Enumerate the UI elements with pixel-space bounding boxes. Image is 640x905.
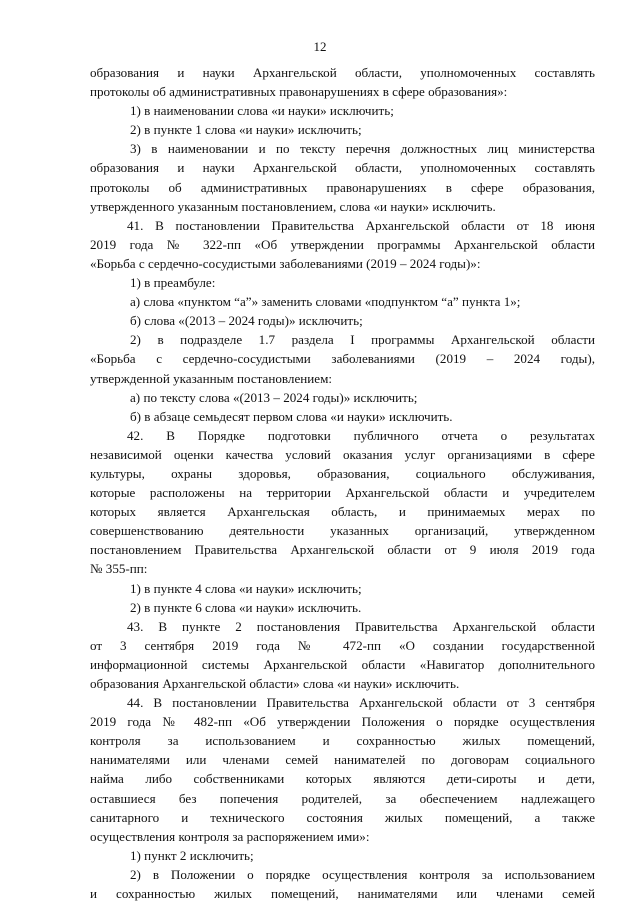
text-line: а) по тексту слова «(2013 – 2024 годы)» исключить; — [130, 389, 418, 405]
text-line: «Борьба с сердечно-сосудистыми заболеваниями (2019 – 2024 годы)»: — [90, 255, 481, 271]
text-line: протоколы об административных правонарушениях в сфере образования»: — [90, 84, 508, 100]
text-line: 1) в преамбуле: — [130, 275, 216, 291]
text-line: утвержденного указанным постановлением, слова «и науки» исключить. — [90, 198, 496, 214]
text-line: 2) в подразделе 1.7 раздела I программы Архангельской области — [130, 332, 595, 348]
text-line: а) слова «пунктом “а”» заменить словами «подпунктом “а” пункта 1»; — [130, 294, 521, 310]
text-line: информационной системы Архангельской области «Навигатор дополнительного — [90, 656, 595, 672]
text-line: 2019 года № 322-пп «Об утверждении программы Архангельской области — [90, 236, 595, 252]
text-line: санитарного и технического состояния жилых помещений, а также — [90, 809, 595, 825]
text-line: 44. В постановлении Правительства Архангельской области от 3 сентября — [127, 695, 595, 711]
text-line: 1) пункт 2 исключить; — [130, 847, 254, 863]
text-line: 41. В постановлении Правительства Архангельской области от 18 июня — [127, 217, 595, 233]
text-line: 1) в наименовании слова «и науки» исключить; — [130, 103, 394, 119]
text-line: образования и науки Архангельской области, уполномоченных составлять — [90, 65, 595, 80]
text-line: образования и науки Архангельской области, уполномоченных составлять — [90, 160, 595, 176]
text-line: и сохранностью жилых помещений, нанимателями или членами семей — [90, 886, 595, 902]
text-line: осуществления контроля за распоряжением ими»: — [90, 828, 370, 844]
text-line: 2) в пункте 1 слова «и науки» исключить; — [130, 122, 362, 138]
text-line: постановлением Правительства Архангельской области от 9 июля 2019 года — [90, 542, 595, 558]
text-line: 2) в Положении о порядке осуществления контроля за использованием — [130, 866, 595, 882]
text-line: которых является Архангельская область, и принимаемых мерах по — [90, 504, 595, 520]
text-line: оставшиеся без попечения родителей, за обеспечением надлежащего — [90, 790, 595, 806]
text-line: которые расположены на территории Архангельской области и учредителем — [90, 485, 595, 501]
text-line: б) в абзаце семьдесят первом слова «и науки» исключить. — [130, 408, 453, 424]
text-line: независимой оценки качества условий оказания услуг организациями в сфере — [90, 446, 595, 462]
text-line: «Борьба с сердечно-сосудистыми заболеваниями (2019 – 2024 годы), — [90, 351, 595, 367]
text-line: 1) в пункте 4 слова «и науки» исключить; — [130, 580, 362, 596]
text-line: культуры, охраны здоровья, образования, социального обслуживания, — [90, 465, 595, 481]
text-line: образования Архангельской области» слова «и науки» исключить. — [90, 676, 460, 691]
text-line: 43. В пункте 2 постановления Правительства Архангельской области — [127, 618, 595, 634]
text-line: найма либо собственниками которых являются дети-сироты и дети, — [90, 771, 595, 787]
text-line: 3) в наименовании и по тексту перечня должностных лиц министерства — [130, 141, 595, 157]
text-line: б) слова «(2013 – 2024 годы)» исключить; — [130, 313, 363, 329]
text-line: 2) в пункте 6 слова «и науки» исключить. — [130, 599, 362, 615]
text-line: совершенствованию деятельности указанных организаций, утвержденном — [90, 523, 595, 539]
text-line: № 355-пп: — [90, 561, 148, 577]
text-line: 2019 года № 482-пп «Об утверждении Положения о порядке осуществления — [90, 714, 595, 730]
page-number: 12 — [313, 39, 327, 54]
text-line: 42. В Порядке подготовки публичного отчета о результатах — [127, 427, 595, 443]
text-line: протоколы об административных правонарушениях в сфере образования, — [90, 179, 595, 195]
text-line: утвержденной указанным постановлением: — [90, 370, 333, 386]
text-line: контроля за использованием и сохранностью жилых помещений, — [90, 733, 595, 749]
text-line: от 3 сентября 2019 года № 472-пп «О создании государственной — [90, 637, 595, 653]
text-line: нанимателями или членами семей нанимателей по договорам социального — [90, 752, 595, 768]
document-body — [90, 63, 595, 903]
